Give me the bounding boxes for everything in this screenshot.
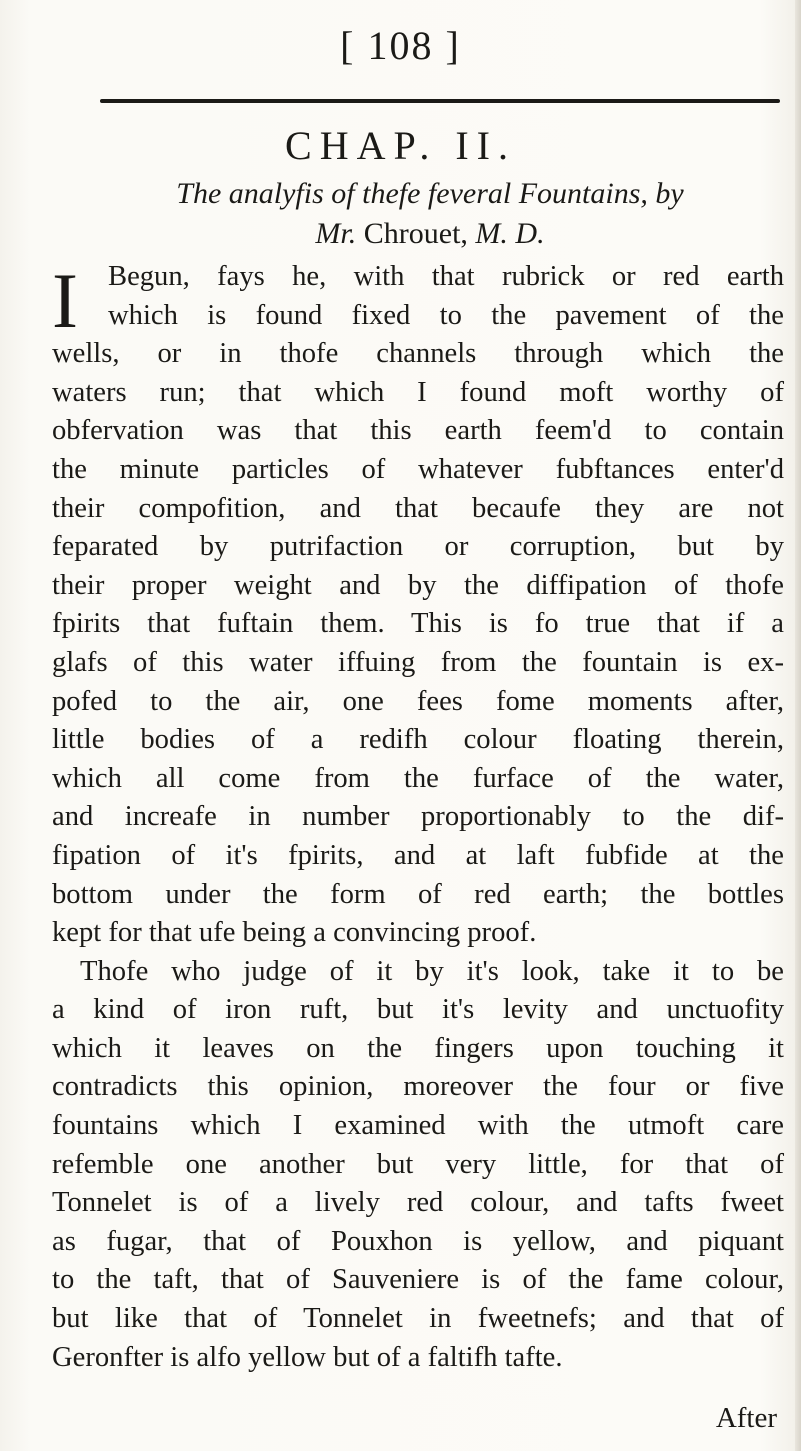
text-line: waters run; that which I found moft worthy of xyxy=(52,376,784,408)
text-line: their compofition, and that becaufe they are not xyxy=(52,492,784,524)
text-line: Tonnelet is of a lively red colour, and tafts fweet xyxy=(52,1187,784,1219)
text-line: feparated by putrifaction or corruption, but by xyxy=(52,531,784,563)
text-line: refemble one another but very little, for that of xyxy=(52,1148,784,1180)
text-line: which it leaves on the fingers upon touching it xyxy=(52,1032,784,1064)
text-line: kept for that ufe being a convincing proof. xyxy=(52,917,537,949)
text-line: the minute particles of whatever fubftances enter'd xyxy=(52,453,784,485)
text-line: contradicts this opinion, moreover the four or five xyxy=(52,1071,784,1103)
text-line: and increafe in number proportionably to the dif- xyxy=(52,801,784,833)
text-line: wells, or in thofe channels through which the xyxy=(52,338,784,370)
text-line: fpirits that fuftain them. This is fo true that if a xyxy=(52,608,784,640)
subtitle-author: Chrouet, xyxy=(356,217,476,250)
text-line: Thofe who judge of it by it's look, take it to be xyxy=(80,955,784,987)
page-number: [ 108 ] xyxy=(340,23,461,68)
chapter-heading: CHAP. II. xyxy=(285,123,516,168)
subtitle-line-1: The analyfis of thefe feveral Fountains, by xyxy=(176,177,684,210)
text-line: fountains which I examined with the utmoft care xyxy=(52,1110,784,1142)
text-line: Geronfter is alfo yellow but of a faltifh tafte. xyxy=(52,1341,563,1373)
body-text xyxy=(52,258,784,1377)
text-line: pofed to the air, one fees fome moments after, xyxy=(52,685,784,717)
text-line: which all come from the furface of the water, xyxy=(52,762,784,794)
subtitle-line-2 xyxy=(110,214,750,254)
text-line: a kind of iron ruft, but it's levity and unctuofity xyxy=(52,994,784,1026)
text-line: as fugar, that of Pouxhon is yellow, and piquant xyxy=(52,1225,784,1257)
text-line: but like that of Tonnelet in fweetnefs; and that of xyxy=(52,1303,784,1335)
chapter-subtitle xyxy=(110,174,750,254)
text-line: fipation of it's fpirits, and at laft fubfide at the xyxy=(52,839,784,871)
drop-cap: I xyxy=(52,257,78,344)
text-line: Begun, fays he, with that rubrick or red earth xyxy=(108,261,784,292)
subtitle-degree: M. D. xyxy=(475,217,545,250)
text-line: to the taft, that of Sauveniere is of the fame colour, xyxy=(52,1264,784,1296)
header-rule xyxy=(100,99,780,103)
catchword: After xyxy=(715,1402,777,1434)
text-line: which is found fixed to the pavement of the xyxy=(108,299,784,331)
page-edge-shadow xyxy=(795,0,801,1451)
text-line: little bodies of a redifh colour floating therein, xyxy=(52,724,784,756)
text-line: their proper weight and by the diffipation of thofe xyxy=(52,569,784,601)
text-line: glafs of this water iffuing from the fountain is ex- xyxy=(52,646,784,678)
text-line: obfervation was that this earth feem'd to contain xyxy=(52,415,784,447)
subtitle-mr: Mr. xyxy=(315,217,357,250)
text-line: bottom under the form of red earth; the bottles xyxy=(52,878,784,910)
